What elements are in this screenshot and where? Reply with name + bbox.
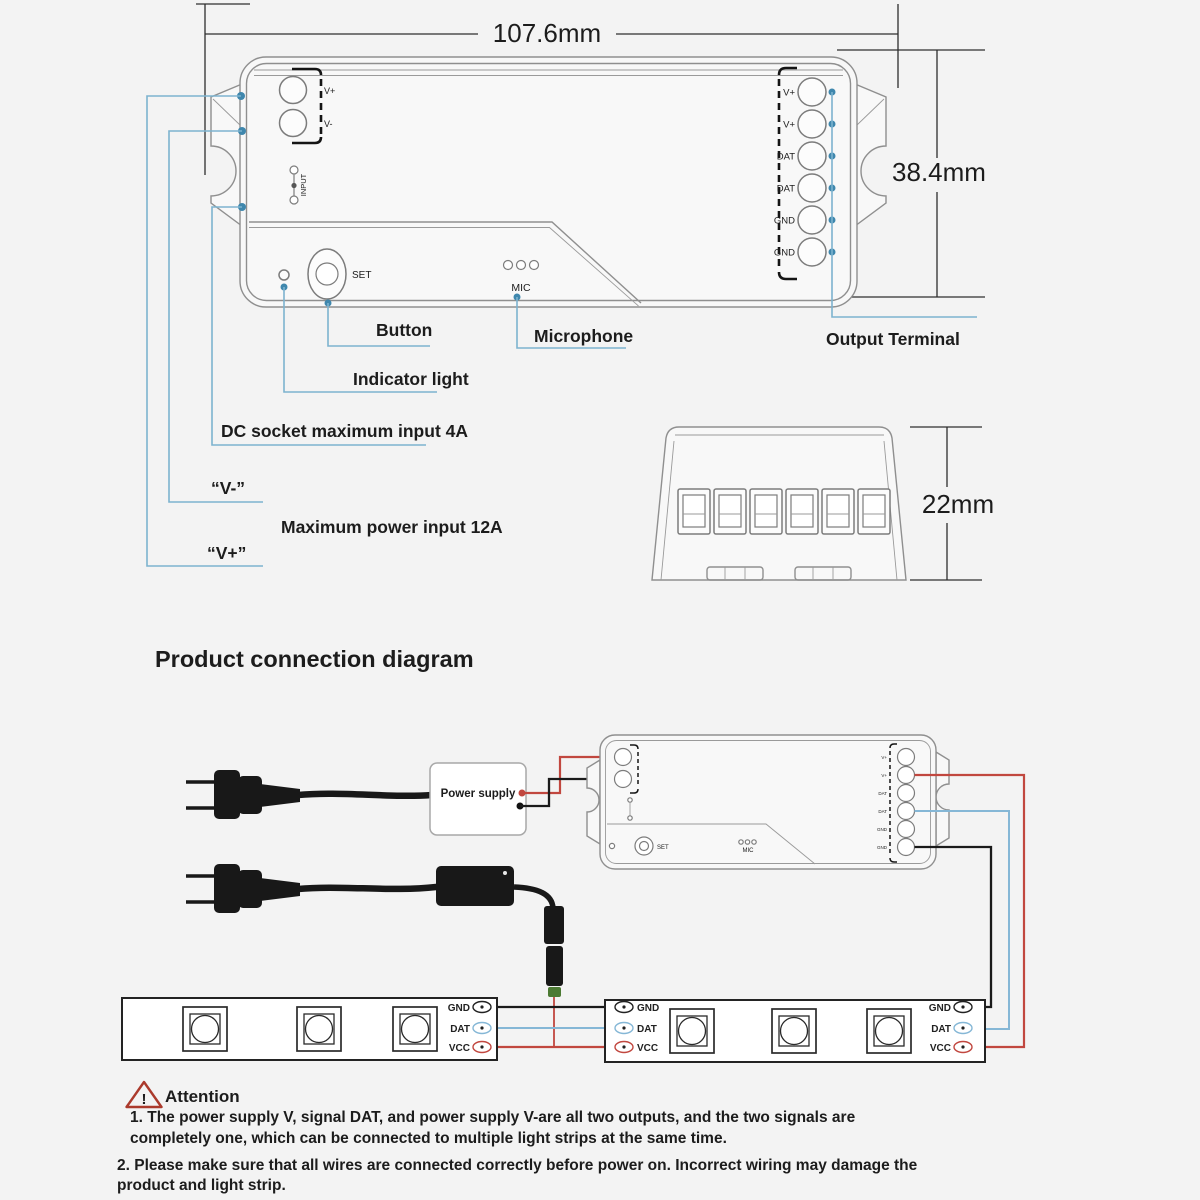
output-terminal-circle xyxy=(798,238,826,266)
led-pixel xyxy=(393,1007,437,1051)
led-pixel xyxy=(670,1009,714,1053)
callout-max-power: Maximum power input 12A xyxy=(281,517,503,537)
input-port-label: INPUT xyxy=(299,173,308,197)
mic-small-label: MIC xyxy=(742,848,754,854)
pad-label-gnd: GND xyxy=(447,1003,470,1014)
depth-dimension xyxy=(910,427,994,580)
warning-icon-mark: ! xyxy=(141,1091,147,1108)
power-supply-box xyxy=(430,763,526,835)
attention-title: Attention xyxy=(165,1087,240,1106)
controller-small xyxy=(587,735,949,869)
callout-microphone: Microphone xyxy=(534,326,634,346)
attention-note2-line1: 2. Please make sure that all wires are connected correctly before power on. Incorrect wiring may damage the xyxy=(117,1157,918,1174)
dc-connector-male xyxy=(544,906,564,944)
led-pixel xyxy=(772,1009,816,1053)
output-label-small: DAT xyxy=(878,809,887,814)
callout-indicator: Indicator light xyxy=(353,369,469,389)
output-label: GND xyxy=(773,215,795,227)
attention-note1-line1: 1. The power supply V, signal DAT, and power supply V-are all two outputs, and the two signals are xyxy=(130,1109,856,1126)
output-label: V+ xyxy=(783,119,795,131)
height-dimension-value: 38.4mm xyxy=(892,157,986,187)
input-terminal-vminus-label: V- xyxy=(324,119,333,129)
output-label-small: GND xyxy=(877,845,887,850)
width-dimension-value: 107.6mm xyxy=(492,18,602,48)
dc-connector-female xyxy=(546,946,563,986)
output-label: DAT xyxy=(776,183,795,195)
output-terminal-circle xyxy=(798,142,826,170)
callout-v-minus: “V-” xyxy=(211,478,246,498)
output-label: V+ xyxy=(783,87,795,99)
attention-note2-line2: product and light strip. xyxy=(117,1177,286,1194)
led-pixel xyxy=(183,1007,227,1051)
mounting-wing-left xyxy=(211,84,242,226)
attention-note1-line2: completely one, which can be connected to multiple light strips at the same time. xyxy=(130,1130,727,1147)
led-strip-2 xyxy=(605,1000,985,1062)
output-label: DAT xyxy=(776,151,795,163)
wire-gnd-output xyxy=(915,847,992,1007)
ac-plug-1 xyxy=(186,770,432,819)
input-terminal-vplus xyxy=(280,77,307,104)
led-pixel xyxy=(867,1009,911,1053)
pad-label-gnd: GND xyxy=(928,1003,951,1014)
connection-heading: Product connection diagram xyxy=(155,646,474,672)
output-terminal-circle xyxy=(798,110,826,138)
output-label-small: V+ xyxy=(881,755,887,760)
pad-label-dat: DAT xyxy=(450,1024,470,1035)
led-pixel xyxy=(297,1007,341,1051)
output-label-small: GND xyxy=(877,827,887,832)
pad-label-dat: DAT xyxy=(931,1024,951,1035)
power-supply-label: Power supply xyxy=(440,788,516,800)
callout-v-plus: “V+” xyxy=(207,543,247,563)
mounting-wing-right xyxy=(855,84,886,226)
pad-label-vcc: VCC xyxy=(929,1043,951,1054)
pad-label-gnd: GND xyxy=(637,1003,660,1014)
side-view-drawing xyxy=(652,427,994,580)
callout-button: Button xyxy=(376,320,433,340)
output-terminal-circle xyxy=(798,78,826,106)
attention-section xyxy=(117,1082,918,1194)
set-button-label: SET xyxy=(352,270,372,281)
input-terminal-vplus-label: V+ xyxy=(324,86,336,96)
output-terminal-circle xyxy=(798,174,826,202)
indicator-light xyxy=(279,270,289,280)
callout-dc-socket: DC socket maximum input 4A xyxy=(221,421,468,441)
pad-label-vcc: VCC xyxy=(637,1043,659,1054)
output-terminal-circle xyxy=(798,206,826,234)
callout-output-terminal: Output Terminal xyxy=(826,329,960,349)
mic-label: MIC xyxy=(511,282,531,294)
depth-dimension-value: 22mm xyxy=(921,489,995,519)
output-label: GND xyxy=(773,247,795,259)
input-terminal-vminus xyxy=(280,110,307,137)
connection-diagram xyxy=(122,646,1024,1062)
ac-plug-2 xyxy=(186,864,436,913)
pad-label-dat: DAT xyxy=(637,1024,657,1035)
output-label-small: DAT xyxy=(878,791,887,796)
set-button-small-label: SET xyxy=(657,845,669,851)
pad-label-vcc: VCC xyxy=(448,1043,470,1054)
strip-connector-green xyxy=(548,987,561,997)
output-label-small: V+ xyxy=(881,773,887,778)
indicator-light-small xyxy=(609,843,614,848)
led-strip-1 xyxy=(122,998,497,1060)
